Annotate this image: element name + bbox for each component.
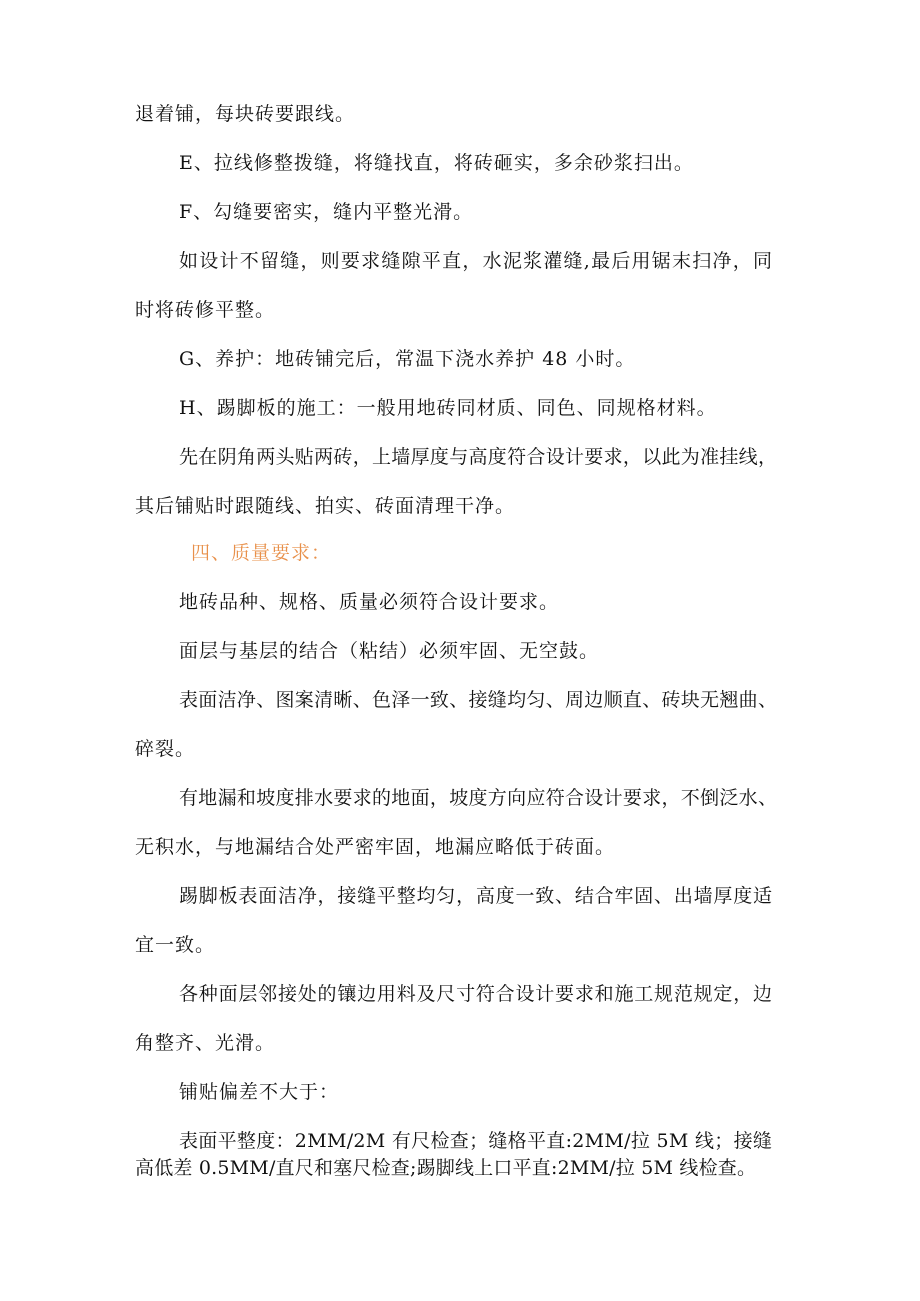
- paragraph-line: 地砖品种、规格、质量必须符合设计要求。: [179, 591, 560, 613]
- paragraph-line: 退着铺，每块砖要跟线。: [135, 103, 356, 125]
- paragraph-line: 如设计不留缝，则要求缝隙平直，水泥浆灌缝,最后用锯末扫净，同: [179, 250, 772, 272]
- paragraph-line: 各种面层邻接处的镶边用料及尺寸符合设计要求和施工规范规定，边: [179, 983, 772, 1005]
- paragraph-line: 先在阴角两头贴两砖，上墙厚度与高度符合设计要求，以此为准挂线，: [179, 446, 777, 468]
- section-heading: 四、质量要求：: [191, 542, 332, 564]
- paragraph-line: 表面洁净、图案清晰、色泽一致、接缝均匀、周边顺直、砖块无翘曲、: [179, 689, 777, 711]
- paragraph-line: F、勾缝要密实，缝内平整光滑。: [179, 201, 474, 223]
- paragraph-line: 高低差 0.5MM/直尺和塞尺检查;踢脚线上口平直:2MM/拉 5M 线检查。: [135, 1157, 757, 1179]
- paragraph-line: 其后铺贴时跟随线、拍实、砖面清理干净。: [135, 495, 516, 517]
- paragraph-line: 铺贴偏差不大于：: [179, 1081, 340, 1103]
- paragraph-line: 时将砖修平整。: [135, 299, 276, 321]
- paragraph-line: 有地漏和坡度排水要求的地面，坡度方向应符合设计要求，不倒泛水、: [179, 787, 777, 809]
- paragraph-line: 表面平整度：2MM/2M 有尺检查；缝格平直:2MM/拉 5M 线；接缝: [179, 1130, 773, 1152]
- paragraph-line: 无积水，与地漏结合处严密牢固，地漏应略低于砖面。: [135, 836, 616, 858]
- paragraph-line: H、踢脚板的施工：一般用地砖同材质、同色、同规格材料。: [179, 397, 717, 419]
- paragraph-line: 碎裂。: [135, 738, 196, 760]
- paragraph-line: G、养护：地砖铺完后，常温下浇水养护 48 小时。: [179, 348, 636, 370]
- paragraph-line: 角整齐、光滑。: [135, 1032, 276, 1054]
- paragraph-line: 踢脚板表面洁净，接缝平整均匀，高度一致、结合牢固、出墙厚度适: [179, 885, 772, 907]
- paragraph-line: 面层与基层的结合（粘结）必须牢固、无空鼓。: [179, 640, 600, 662]
- paragraph-line: 宜一致。: [135, 934, 216, 956]
- paragraph-line: E、拉线修整拨缝，将缝找直，将砖砸实，多余砂浆扫出。: [179, 152, 694, 174]
